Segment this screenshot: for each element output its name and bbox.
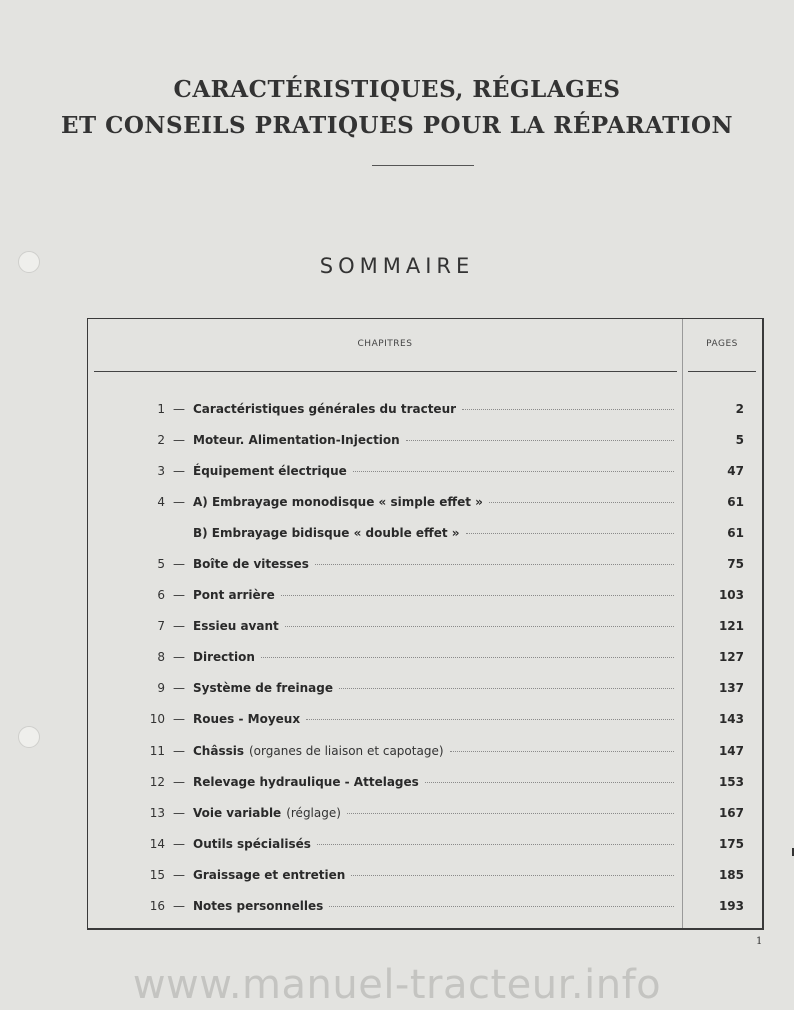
dot-leader <box>347 813 674 814</box>
toc-entry <box>88 673 762 704</box>
dot-leader <box>317 844 674 845</box>
toc-entry-title <box>88 899 682 913</box>
chapter-label: Caractéristiques générales du tracteur <box>193 401 457 416</box>
dot-leader <box>261 657 674 658</box>
toc-entry-title <box>88 619 682 633</box>
dot-leader <box>329 906 674 907</box>
toc-entry-title <box>88 650 682 664</box>
chapter-page-number: 61 <box>727 525 744 540</box>
page-number: 1 <box>756 936 763 947</box>
chapter-separator: — <box>173 557 185 572</box>
toc-entry-title <box>88 402 682 416</box>
chapter-page-number: 61 <box>727 494 744 509</box>
toc-entry <box>88 642 762 673</box>
toc-entry-title <box>88 744 682 758</box>
dot-leader <box>339 688 674 689</box>
chapter-label: Voie variable <box>193 805 282 820</box>
chapter-label: Notes personnelles <box>193 899 324 914</box>
toc-entry <box>88 704 762 735</box>
chapter-number: 10 <box>149 712 165 727</box>
dot-leader <box>281 595 674 596</box>
chapter-label: Outils spécialisés <box>193 836 311 851</box>
chapter-sublabel: (réglage) <box>286 805 341 820</box>
chapter-separator: — <box>173 619 185 634</box>
toc-rows <box>88 393 762 922</box>
dot-leader <box>306 719 674 720</box>
chapter-number: 11 <box>149 743 165 758</box>
toc-entry-title <box>88 681 682 695</box>
chapter-page-number: 175 <box>718 836 744 851</box>
dot-leader <box>285 626 674 627</box>
chapter-number: 4 <box>157 494 165 509</box>
toc-entry-title <box>88 433 682 447</box>
chapter-page-number: 103 <box>718 588 744 603</box>
chapter-page-number: 137 <box>718 681 744 696</box>
toc-entry <box>88 486 762 517</box>
chapter-separator: — <box>173 836 185 851</box>
chapter-page-number: 147 <box>718 743 744 758</box>
column-header-pages: PAGES <box>706 339 738 349</box>
chapter-separator: — <box>173 805 185 820</box>
chapter-page-number: 2 <box>735 401 744 416</box>
chapter-label: Pont arrière <box>193 588 275 603</box>
chapter-separator: — <box>173 681 185 696</box>
title-divider <box>372 165 474 166</box>
chapter-label: Relevage hydraulique - Attelages <box>193 774 419 789</box>
chapter-number: 16 <box>149 899 165 914</box>
chapter-page-number: 167 <box>718 805 744 820</box>
toc-entry <box>88 797 762 828</box>
chapter-number: 8 <box>157 650 165 665</box>
toc-entry <box>88 611 762 642</box>
dot-leader <box>462 409 674 410</box>
chapter-label: Équipement électrique <box>193 463 347 478</box>
chapter-separator: — <box>173 712 185 727</box>
chapter-separator: — <box>173 588 185 603</box>
section-heading-sommaire: SOMMAIRE <box>319 254 475 278</box>
chapter-label: Roues - Moyeux <box>193 712 301 727</box>
chapter-number: 3 <box>157 463 165 478</box>
chapter-separator: — <box>173 899 185 914</box>
punch-hole-bottom <box>18 726 40 748</box>
dot-leader <box>450 751 674 752</box>
chapter-number: 12 <box>149 774 165 789</box>
header-rule-chapters <box>94 371 677 372</box>
toc-entry <box>88 828 762 859</box>
chapter-separator: — <box>173 774 185 789</box>
chapter-separator: — <box>173 743 185 758</box>
chapter-page-number: 5 <box>735 432 744 447</box>
chapter-page-number: 75 <box>727 557 744 572</box>
dot-leader <box>315 564 674 565</box>
chapter-separator: — <box>173 401 185 416</box>
chapter-label: Moteur. Alimentation-Injection <box>193 432 400 447</box>
chapter-page-number: 121 <box>718 619 744 634</box>
chapter-number: 9 <box>157 681 165 696</box>
document-title-line-1: CARACTÉRISTIQUES, RÉGLAGES <box>173 76 621 103</box>
chapter-separator: — <box>173 650 185 665</box>
toc-entry-title <box>88 464 682 478</box>
dot-leader <box>425 782 674 783</box>
toc-entry <box>88 735 762 766</box>
chapter-page-number: 185 <box>718 867 744 882</box>
watermark: www.manuel-tracteur.info <box>132 962 662 1008</box>
column-header-chapters: CHAPITRES <box>357 339 413 349</box>
toc-entry <box>88 517 762 548</box>
toc-entry-title <box>88 712 682 726</box>
chapter-label: Direction <box>193 650 255 665</box>
dot-leader <box>351 875 674 876</box>
toc-entry-title <box>88 775 682 789</box>
chapter-separator: — <box>173 432 185 447</box>
toc-entry <box>88 455 762 486</box>
chapter-page-number: 143 <box>718 712 744 727</box>
chapter-label: Système de freinage <box>193 681 333 696</box>
chapter-number: 7 <box>157 619 165 634</box>
chapter-page-number: 127 <box>718 650 744 665</box>
chapter-sublabel: (organes de liaison et capotage) <box>249 743 444 758</box>
chapter-number: 14 <box>149 836 165 851</box>
toc-entry <box>88 580 762 611</box>
chapter-separator: — <box>173 494 185 509</box>
table-of-contents <box>87 318 764 930</box>
toc-entry-title <box>88 526 682 540</box>
toc-entry-title <box>88 837 682 851</box>
toc-entry-title <box>88 588 682 602</box>
toc-entry-title <box>88 495 682 509</box>
toc-entry <box>88 859 762 890</box>
chapter-number: 6 <box>157 588 165 603</box>
header-rule-pages <box>688 371 756 372</box>
chapter-label: Châssis <box>193 743 244 758</box>
chapter-number: 5 <box>157 557 165 572</box>
toc-entry <box>88 766 762 797</box>
chapter-number: 15 <box>149 867 165 882</box>
chapter-separator: — <box>173 867 185 882</box>
chapter-label: A) Embrayage monodisque « simple effet » <box>193 494 483 509</box>
dot-leader <box>466 533 674 534</box>
toc-entry <box>88 424 762 455</box>
chapter-label: Graissage et entretien <box>193 867 346 882</box>
dot-leader <box>489 502 674 503</box>
dot-leader <box>353 471 674 472</box>
toc-entry <box>88 891 762 922</box>
toc-entry-title <box>88 806 682 820</box>
chapter-number: 13 <box>149 805 165 820</box>
toc-entry-title <box>88 557 682 571</box>
chapter-number: 2 <box>157 432 165 447</box>
chapter-page-number: 153 <box>718 774 744 789</box>
chapter-label: Essieu avant <box>193 619 279 634</box>
document-title-line-2: ET CONSEILS PRATIQUES POUR LA RÉPARATION <box>60 112 734 139</box>
dot-leader <box>406 440 674 441</box>
chapter-page-number: 47 <box>727 463 744 478</box>
chapter-page-number: 193 <box>718 899 744 914</box>
toc-entry <box>88 393 762 424</box>
toc-entry <box>88 548 762 579</box>
chapter-separator: — <box>173 463 185 478</box>
toc-entry-title <box>88 868 682 882</box>
chapter-label: Boîte de vitesses <box>193 557 309 572</box>
chapter-number: 1 <box>157 401 165 416</box>
chapter-label: B) Embrayage bidisque « double effet » <box>193 525 460 540</box>
